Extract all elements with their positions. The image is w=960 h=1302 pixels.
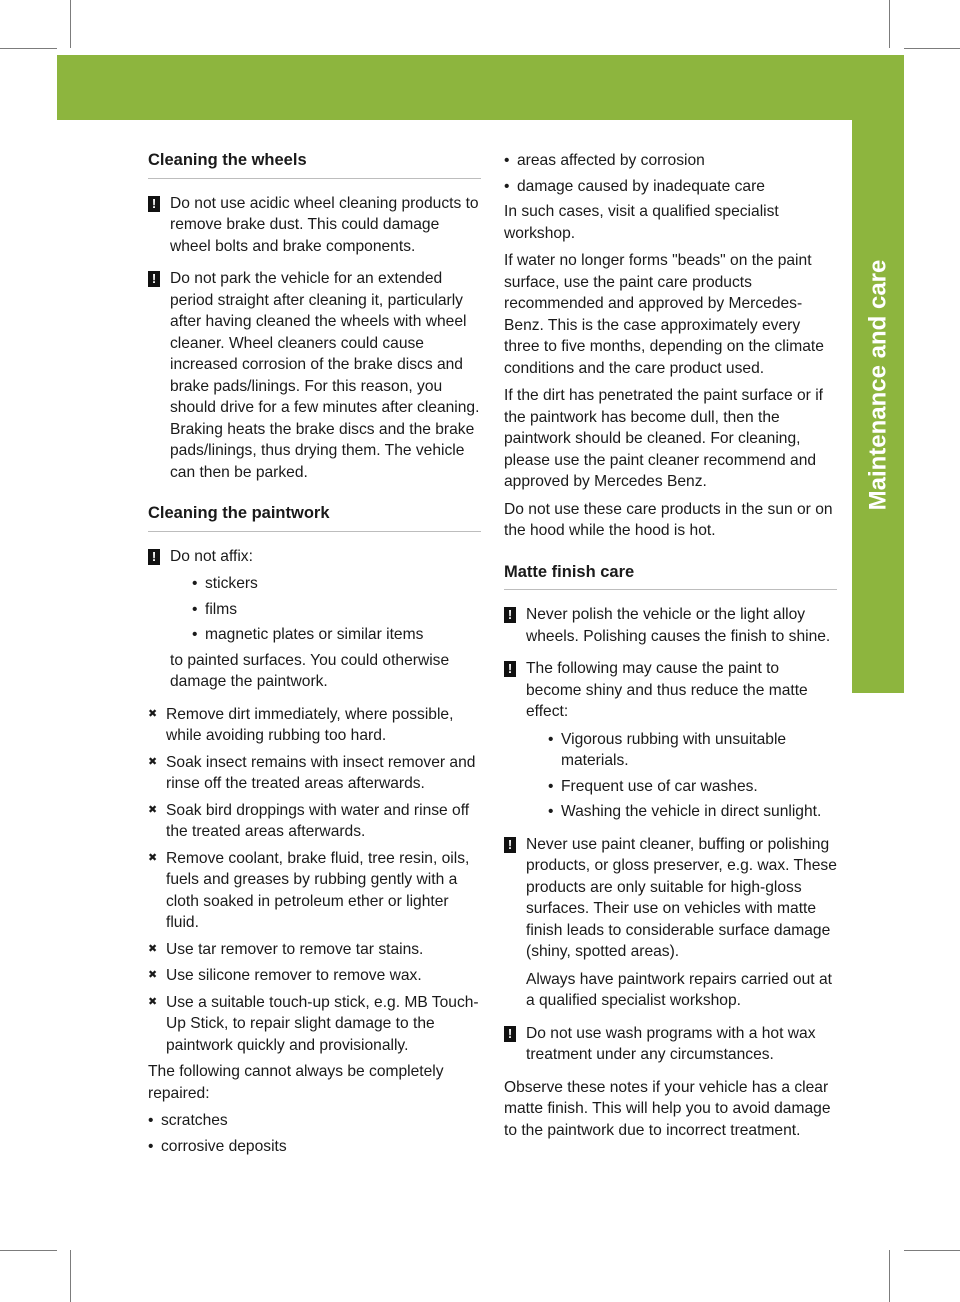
crop-mark <box>70 0 71 48</box>
warning-icon: ! <box>504 837 516 853</box>
list-item: • Washing the vehicle in direct sunlight. <box>548 801 837 823</box>
list-item: • stickers <box>192 573 481 595</box>
body-text: Observe these notes if your vehicle has a clear matte finish. This will help you to avoid damage to the paintwork due to incorrect treatment. <box>504 1078 831 1139</box>
list-item: • magnetic plates or similar items <box>192 624 481 646</box>
paint-heading: Cleaning the paintwork <box>148 503 481 532</box>
warning-note <box>148 193 481 258</box>
side-tab-label: Maintenance and care <box>864 259 892 511</box>
warning-text: The following may cause the paint to become shiny and thus reduce the matte effect: <box>526 660 808 720</box>
instruction-step: ✖ Use silicone remover to remove wax. <box>148 965 481 987</box>
warning-text: Do not use acidic wheel cleaning products to remove brake dust. This could damage wheel bolts and brake components. <box>170 194 479 255</box>
body-text: If the dirt has penetrated the paint surface or if the paintwork has become dull, then the paintwork should be cleaned. For cleaning, please use the paint cleaner recommend and approved by Mercedes Benz. <box>504 387 823 490</box>
instruction-step: ✖ Soak bird droppings with water and rinse off the treated areas afterwards. <box>148 800 481 843</box>
warning-icon: ! <box>148 196 160 212</box>
warning-icon: ! <box>148 271 160 287</box>
matte-heading: Matte finish care <box>504 562 837 591</box>
right-column <box>504 150 837 1147</box>
side-tab <box>852 120 904 650</box>
body-text: If water no longer forms "beads" on the paint surface, use the paint care products recommended and approved by Mercedes-Benz. This is the case approximately every three to five months, depending on the climate conditions and the care product used. <box>504 252 824 377</box>
warning-note <box>504 1023 837 1066</box>
warning-icon: ! <box>504 661 516 677</box>
crop-mark <box>889 1250 890 1302</box>
warning-note <box>148 268 481 483</box>
list-item: • corrosive deposits <box>148 1136 481 1158</box>
instruction-step: ✖ Remove dirt immediately, where possible, while avoiding rubbing too hard. <box>148 704 481 747</box>
body-text: The following cannot always be completely repaired: <box>148 1063 444 1102</box>
list-item: • scratches <box>148 1110 481 1132</box>
instruction-step: ✖ Remove coolant, brake fluid, tree resin, oils, fuels and greases by rubbing gently with a cloth soaked in petroleum ether or lighter fluid. <box>148 848 481 934</box>
body-text: In such cases, visit a qualified specialist workshop. <box>504 203 779 242</box>
list-item: • Vigorous rubbing with unsuitable materials. <box>548 729 837 772</box>
crop-mark <box>70 1250 71 1302</box>
warning-note <box>504 658 837 823</box>
warning-icon: ! <box>148 549 160 565</box>
left-column <box>148 150 481 1161</box>
instruction-step: ✖ Use a suitable touch-up stick, e.g. MB Touch-Up Stick, to repair slight damage to the paintwork quickly and provisionally. <box>148 992 481 1057</box>
chapter-title: Care <box>722 141 774 167</box>
warning-text: Always have paintwork repairs carried out at a qualified specialist workshop. <box>526 970 832 1009</box>
body-text: Do not use these care products in the sun or on the hood while the hood is hot. <box>504 500 833 539</box>
page-number: 267 <box>807 151 836 170</box>
warning-note <box>504 604 837 647</box>
warning-note <box>148 546 481 693</box>
warning-text: Do not use wash programs with a hot wax treatment under any circumstances. <box>526 1024 816 1063</box>
warning-icon: ! <box>504 607 516 623</box>
warning-text: Never polish the vehicle or the light alloy wheels. Polishing causes the finish to shine. <box>526 606 831 645</box>
crop-mark <box>0 1250 57 1251</box>
side-tab-marker <box>852 650 904 693</box>
warning-icon: ! <box>504 1026 516 1042</box>
list-item: • damage caused by inadequate care <box>504 176 837 198</box>
warning-text: Do not park the vehicle for an extended period straight after cleaning it, particularly after having cleaned the wheels with wheel cleaner. Wheel cleaners could cause increased corrosion of the brake discs and brake pads/linings. For this reason, you should drive for a few minutes after cleaning. Braking heats the brake discs and the brake pads/linings, thus drying them. The vehicle can then be parked. <box>170 270 480 481</box>
list-item: • films <box>192 599 481 621</box>
crop-mark <box>0 48 57 49</box>
crop-mark <box>904 48 960 49</box>
warning-text: Do not affix: <box>170 547 253 565</box>
instruction-step: ✖ Soak insect remains with insect remover and rinse off the treated areas afterwards. <box>148 752 481 795</box>
wheels-heading: Cleaning the wheels <box>148 150 481 179</box>
list-item: • areas affected by corrosion <box>504 150 837 172</box>
warning-text: Never use paint cleaner, buffing or polishing products, or gloss preserver, e.g. wax. These products are only suitable for high-gloss surfaces. Their use on vehicles with matte finish leads to considerable surface damage (shiny, spotted areas). <box>526 835 837 960</box>
crop-mark <box>889 0 890 48</box>
instruction-step: ✖ Use tar remover to remove tar stains. <box>148 939 481 961</box>
crop-mark <box>904 1250 960 1251</box>
warning-text: to painted surfaces. You could otherwise damage the paintwork. <box>170 651 450 690</box>
warning-note <box>504 834 837 1012</box>
list-item: • Frequent use of car washes. <box>548 776 837 798</box>
